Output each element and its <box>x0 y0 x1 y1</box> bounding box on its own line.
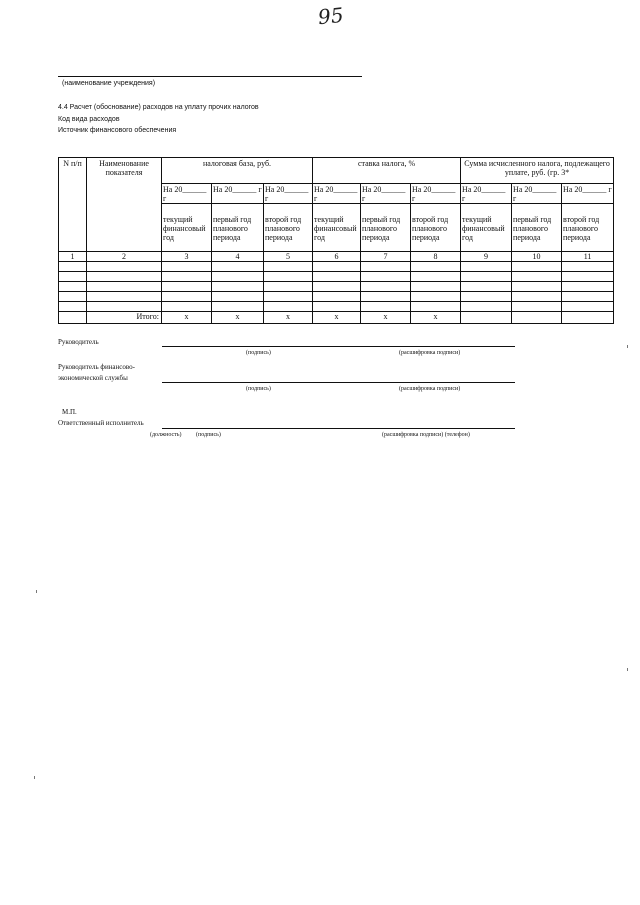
year-cell: На 20______ г <box>264 184 313 204</box>
scan-speck <box>36 590 37 593</box>
column-number: 2 <box>87 252 162 262</box>
year-cell: На 20______ г <box>162 184 212 204</box>
column-number: 3 <box>162 252 212 262</box>
year-cell: На 20______ г <box>512 184 562 204</box>
table-row <box>59 282 614 292</box>
column-number: 1 <box>59 252 87 262</box>
total-mark: x <box>162 312 212 324</box>
head-decoding-caption: (расшифровка подписи) <box>399 350 461 356</box>
total-mark: x <box>212 312 264 324</box>
total-mark: x <box>313 312 361 324</box>
period-first: первый год планового периода <box>212 204 264 252</box>
period-second: второй год планового периода <box>562 204 614 252</box>
table-row <box>59 272 614 282</box>
year-cell: На 20______ г <box>212 184 264 204</box>
total-mark: x <box>411 312 461 324</box>
year-cell: На 20______ г <box>411 184 461 204</box>
finance-head-label-1: Руководитель финансово- <box>58 363 135 371</box>
executor-line <box>162 428 515 429</box>
section-title: 4.4 Расчет (обоснование) расходов на уплату прочих налогов <box>58 104 259 111</box>
institution-caption: (наименование учреждения) <box>62 80 156 87</box>
period-first: первый год планового периода <box>512 204 562 252</box>
institution-line <box>58 76 362 77</box>
header-indicator-name: Наименование показателя <box>87 158 162 252</box>
column-number: 8 <box>411 252 461 262</box>
period-first: первый год планового периода <box>361 204 411 252</box>
executor-signature-caption: (подпись) <box>196 432 221 438</box>
scan-speck <box>627 668 628 671</box>
header-num: N п/п <box>59 158 87 252</box>
year-cell: На 20______ г <box>313 184 361 204</box>
header-tax-rate: ставка налога, % <box>313 158 461 184</box>
period-second: второй год планового периода <box>264 204 313 252</box>
year-cell: На 20______ г <box>562 184 614 204</box>
tax-calculation-table <box>58 157 614 324</box>
stamp-label: М.П. <box>62 408 77 416</box>
column-number: 5 <box>264 252 313 262</box>
period-current: текущий финансовый год <box>461 204 512 252</box>
column-number: 6 <box>313 252 361 262</box>
total-row <box>59 312 614 324</box>
total-mark: x <box>361 312 411 324</box>
column-number: 10 <box>512 252 562 262</box>
total-mark: x <box>264 312 313 324</box>
column-number: 4 <box>212 252 264 262</box>
head-signature-caption: (подпись) <box>246 350 271 356</box>
column-number: 11 <box>562 252 614 262</box>
total-label: Итого: <box>87 312 162 324</box>
table-row <box>59 262 614 272</box>
header-tax-sum: Сумма исчисленного налога, подлежащего уплате, руб. (гр. 3* <box>461 158 614 184</box>
period-current: текущий финансовый год <box>162 204 212 252</box>
column-number: 7 <box>361 252 411 262</box>
finance-head-label-2: экономической службы <box>58 374 128 382</box>
executor-position-caption: (должность) <box>150 432 182 438</box>
header-tax-base: налоговая база, руб. <box>162 158 313 184</box>
head-signature-line <box>162 346 515 347</box>
executor-decoding-caption: (расшифровка подписи) (телефон) <box>382 432 470 438</box>
page-number: 95 <box>316 2 345 30</box>
finance-signature-line <box>162 382 515 383</box>
expense-code-label: Код вида расходов <box>58 116 120 123</box>
table-row <box>59 302 614 312</box>
funding-source-label: Источник финансового обеспечения <box>58 127 177 134</box>
finance-signature-caption: (подпись) <box>246 386 271 392</box>
column-number: 9 <box>461 252 512 262</box>
period-current: текущий финансовый год <box>313 204 361 252</box>
scan-speck <box>627 345 628 348</box>
year-cell: На 20______ г <box>361 184 411 204</box>
period-second: второй год планового периода <box>411 204 461 252</box>
finance-decoding-caption: (расшифровка подписи) <box>399 386 461 392</box>
year-cell: На 20______ г <box>461 184 512 204</box>
table-row <box>59 292 614 302</box>
executor-label: Ответственный исполнитель <box>58 419 144 427</box>
head-label: Руководитель <box>58 338 99 346</box>
scan-speck <box>34 776 35 779</box>
